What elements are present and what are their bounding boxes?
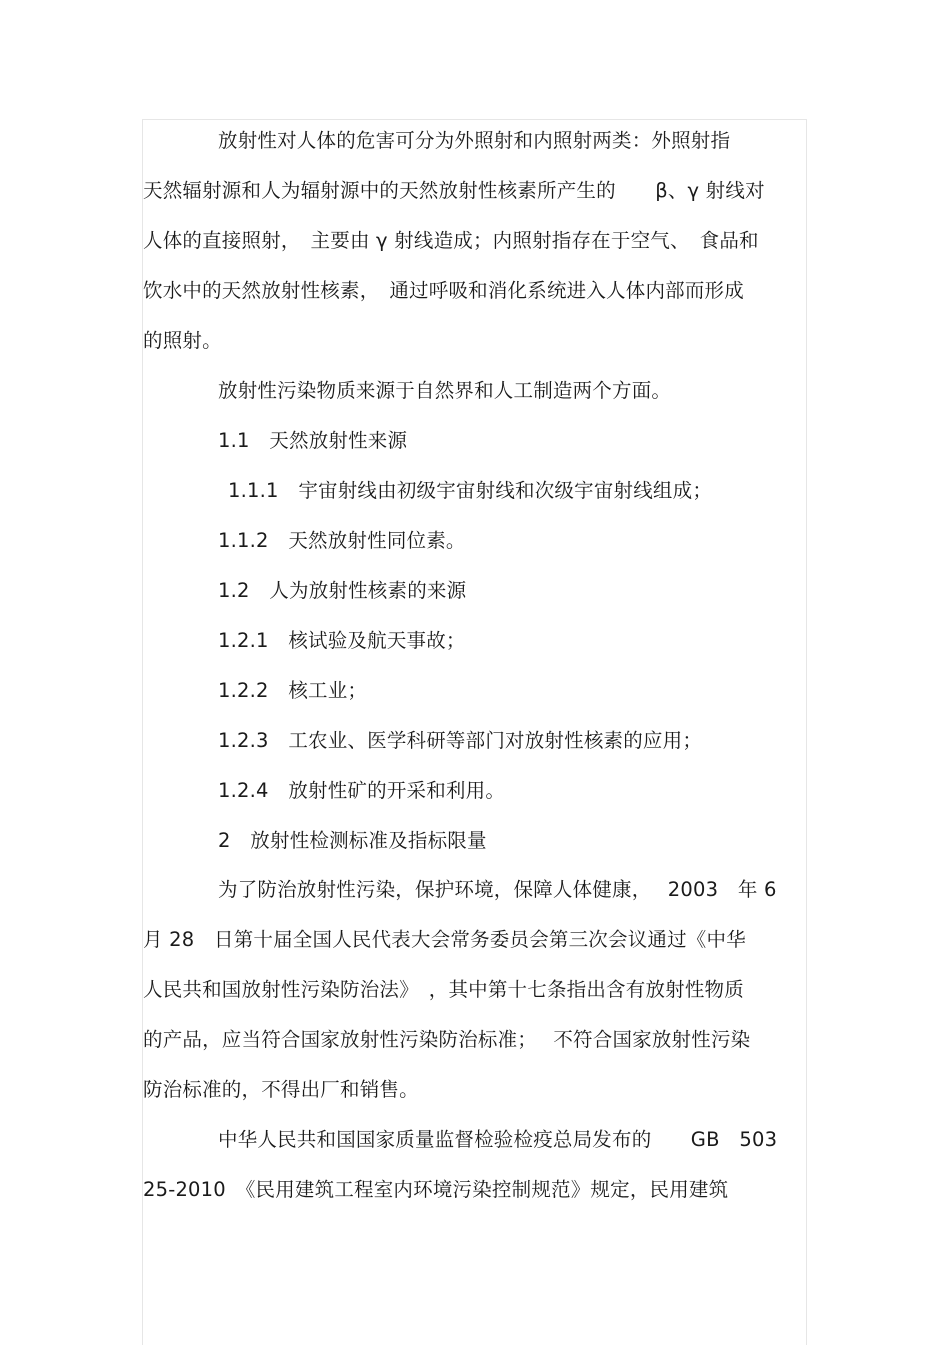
paragraph-line: 防治标准的，不得出厂和销售。 [143, 1078, 419, 1101]
paragraph-line: 人民共和国放射性污染防治法》 ，其中第十七条指出含有放射性物质 [143, 978, 744, 1001]
paragraph-line: 天然辐射源和人为辐射源中的天然放射性核素所产生的 β、γ 射线对 [143, 179, 765, 202]
paragraph-line: 月 28 日第十届全国人民代表大会常务委员会第三次会议通过《中华 [143, 928, 746, 951]
list-item: 1.1.1 宇宙射线由初级宇宙射线和次级宇宙射线组成； [228, 479, 713, 502]
list-item: 1.2.3 工农业、医学科研等部门对放射性核素的应用； [218, 729, 703, 752]
paragraph-line: 饮水中的天然放射性核素， 通过呼吸和消化系统进入人体内部而形成 [143, 279, 744, 302]
paragraph-line: 中华人民共和国国家质量监督检验检疫总局发布的 GB 503 [218, 1128, 778, 1151]
paragraph-line: 的照射。 [143, 329, 222, 352]
paragraph-line: 人体的直接照射， 主要由 γ 射线造成；内照射指存在于空气、 食品和 [143, 229, 759, 252]
list-item: 1.2.4 放射性矿的开采和利用。 [218, 779, 506, 802]
paragraph-line: 25-2010 《民用建筑工程室内环境污染控制规范》规定，民用建筑 [143, 1178, 729, 1201]
list-item: 1.2.2 核工业； [218, 679, 368, 702]
section-heading: 1.2 人为放射性核素的来源 [218, 579, 467, 602]
paragraph-line: 放射性对人体的危害可分为外照射和内照射两类：外照射指 [218, 129, 731, 152]
paragraph-line: 为了防治放射性污染，保护环境，保障人体健康， 2003 年 6 [218, 878, 777, 901]
section-heading: 2 放射性检测标准及指标限量 [218, 829, 487, 852]
paragraph-line: 放射性污染物质来源于自然界和人工制造两个方面。 [218, 379, 672, 402]
paragraph-line: 的产品，应当符合国家放射性污染防治标准； 不符合国家放射性污染 [143, 1028, 751, 1051]
section-heading: 1.1 天然放射性来源 [218, 429, 408, 452]
list-item: 1.2.1 核试验及航天事故； [218, 629, 466, 652]
list-item: 1.1.2 天然放射性同位素。 [218, 529, 466, 552]
